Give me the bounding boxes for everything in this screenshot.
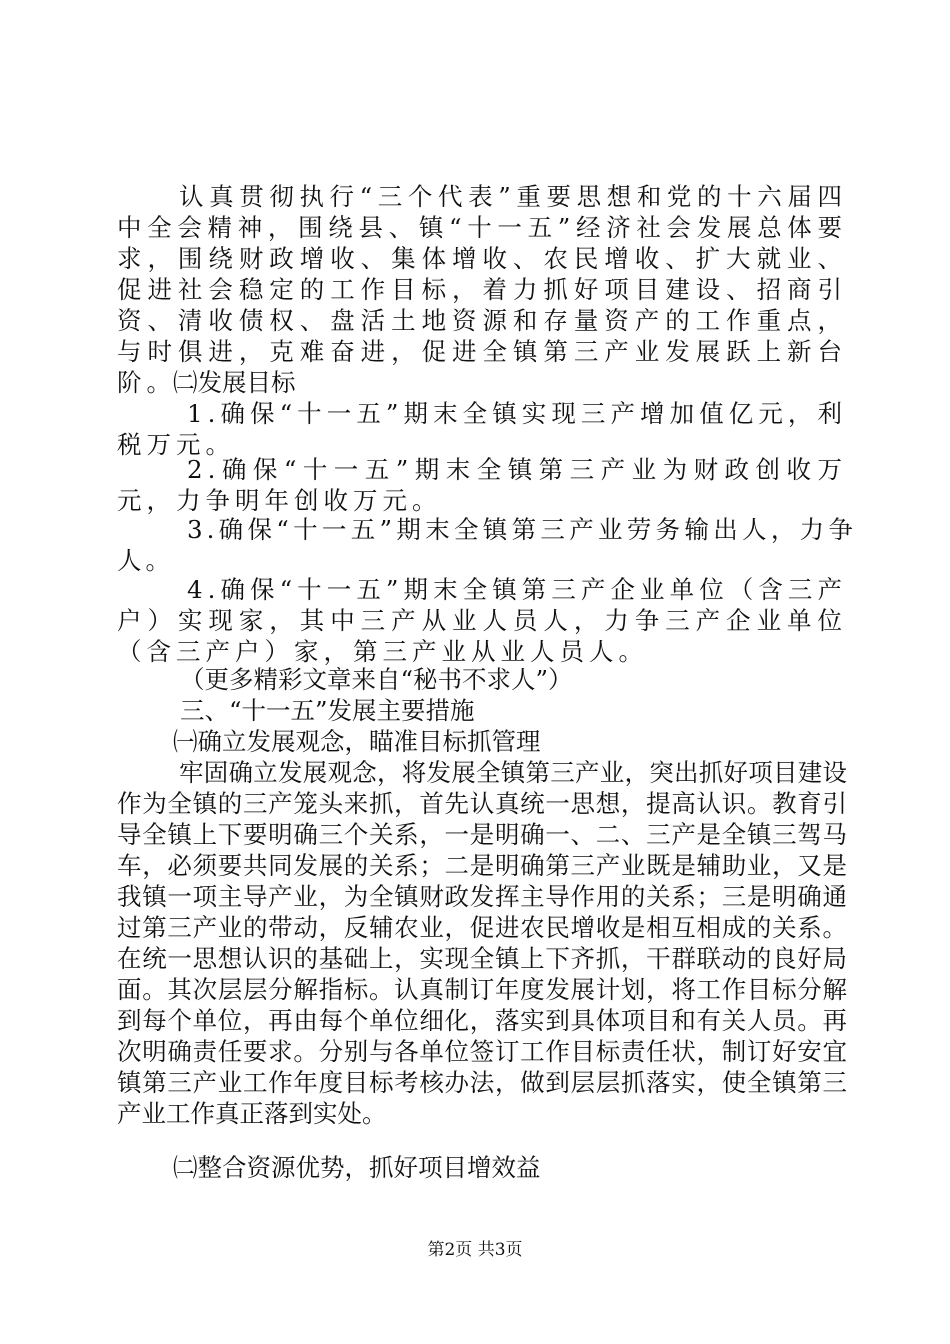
heading-text: ㈡整合资源优势，抓好项目增效益: [173, 1153, 541, 1182]
page-footer: [0, 1239, 950, 1261]
goal-text: 1.确保“十一五”期末全镇实现三产增加值亿元，利税万元。: [117, 399, 847, 459]
goal-text: 4.确保“十一五”期末全镇第三产企业单位（含三产户）实现家，其中三产从业人员人，力争三产企业单位（含三产户）家，第三产业从业人员人。: [117, 575, 847, 666]
goal-item-1: [117, 398, 847, 460]
note-text: （更多精彩文章来自“秘书不求人”）: [180, 665, 573, 694]
paragraph-text: 牢固确立发展观念，将发展全镇第三产业，突出抓好项目建设作为全镇的三产笼头来抓，首先认真统一思想，提高认识。教育引导全镇上下要明确三个关系，一是明确一、二、三产是全镇三驾马车，必须要共同发展的关系；二是明确第三产业既是辅助业，又是我镇一项主导产业，为全镇财政发挥主导作用的关系；三是明确通过第三产业的带动，反辅农业，促进农民增收是相互相成的关系。在统一思想认识的基础上，实现全镇上下齐抓，干群联动的良好局面。其次层层分解指标。认真制订年度发展计划，将工作目标分解到每个单位，再由每个单位细化，落实到具体项目和有关人员。再次明确责任要求。分别与各单位签订工作目标责任状，制订好安宜镇第三产业工作年度目标考核办法，做到层层抓落实，使全镇第三产业工作真正落到实处。: [117, 758, 847, 1128]
heading-development-goals: [173, 367, 903, 398]
goal-item-2: [117, 454, 847, 516]
heading-text: 三、“十一五”发展主要措施: [180, 696, 475, 725]
subheading-measure-1: [173, 726, 903, 757]
paragraph-text: 认真贯彻执行“三个代表”重要思想和党的十六届四中全会精神，围绕县、镇“十一五”经济社会发展总体要求，围绕财政增收、集体增收、农民增收、扩大就业、促进社会稳定的工作目标，着力抓好项目建设、招商引资、清收债权、盘活土地资源和存量资产的工作重点，与时俱进，克难奋进，促进全镇第三产业发展跃上新台阶。: [117, 182, 847, 397]
heading-text: ㈠确立发展观念，瞄准目标抓管理: [173, 727, 541, 756]
subheading-measure-2: [173, 1152, 903, 1183]
goal-text: 2.确保“十一五”期末全镇第三产业为财政创收万元，力争明年创收万元。: [117, 455, 847, 515]
goal-item-3: [117, 514, 857, 576]
goal-item-4: [117, 574, 847, 667]
heading-text: ㈡发展目标: [173, 368, 296, 397]
heading-main-measures: [180, 695, 910, 726]
paragraph-guiding-principle: [117, 181, 847, 398]
page-number-label: 第2页 共3页: [427, 1240, 523, 1260]
source-note: [180, 664, 910, 695]
goal-text: 3.确保“十一五”期末全镇第三产业劳务输出人，力争人。: [117, 515, 857, 575]
paragraph-measure-1-body: [117, 757, 847, 1129]
